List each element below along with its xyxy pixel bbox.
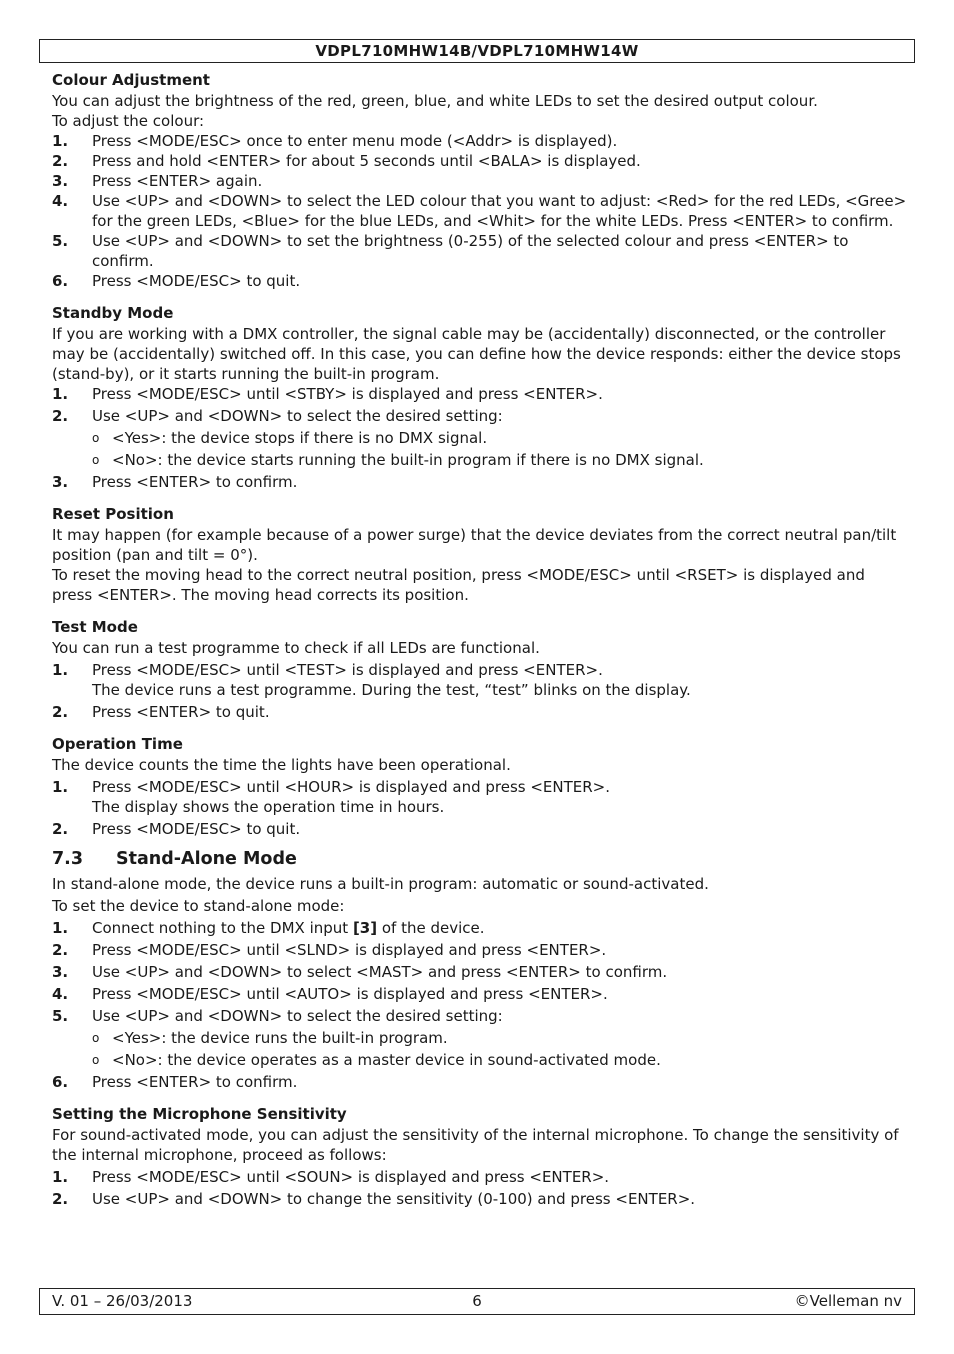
option-item <box>92 1028 908 1048</box>
section-title: Stand-Alone Mode <box>116 849 297 869</box>
operation-time-heading: Operation Time <box>52 735 183 753</box>
step-number: 1. <box>52 919 69 937</box>
step-number: 2. <box>52 703 69 721</box>
step-subtext: The device runs a test programme. During the test, “test” blinks on the display. <box>92 681 691 699</box>
bullet-icon: o <box>92 453 100 467</box>
step-text: Press <ENTER> to quit. <box>92 703 270 721</box>
step-subtext: The display shows the operation time in hours. <box>92 798 445 816</box>
standalone-step <box>52 918 908 938</box>
standalone-step <box>52 1006 908 1070</box>
step-text: Use <UP> and <DOWN> to set the brightness (0-255) of the selected colour and press <ENTER> to confirm. <box>92 232 849 270</box>
step-number: 1. <box>52 385 69 403</box>
step-text: Connect nothing to the DMX input [3] of the device. <box>92 919 485 937</box>
step-number: 2. <box>52 152 69 170</box>
step-text: Use <UP> and <DOWN> to select the desired setting: <box>92 1007 503 1025</box>
operation-time-section <box>52 733 908 839</box>
version-date: V. 01 – 26/03/2013 <box>52 1292 193 1310</box>
option-text: <Yes>: the device runs the built-in program. <box>112 1029 448 1047</box>
optime-step <box>52 777 908 817</box>
option-text: <No>: the device starts running the built-in program if there is no DMX signal. <box>112 451 704 469</box>
test-mode-section <box>52 616 908 722</box>
reset-position-section <box>52 503 908 605</box>
step-text: Press <MODE/ESC> until <SLND> is displayed and press <ENTER>. <box>92 941 607 959</box>
standby-mode-heading: Standby Mode <box>52 304 174 322</box>
step-number: 3. <box>52 172 69 190</box>
optime-steps <box>52 777 908 839</box>
standby-options <box>92 428 908 470</box>
step-number: 1. <box>52 661 69 679</box>
colour-intro-2: To adjust the colour: <box>52 112 205 130</box>
standby-intro: If you are working with a DMX controller, the signal cable may be (accidentally) disconnected, or the controller may be (accidentally) switched off. In this case, you can define how the device responds: either the device stops (stand-by), or it starts running the built-in program. <box>52 325 901 383</box>
reset-paragraph-2: To reset the moving head to the correct neutral position, press <MODE/ESC> until <RSET> is displayed and press <ENTER>. The moving head corrects its position. <box>52 566 865 604</box>
test-step <box>52 660 908 700</box>
step-text: Press <MODE/ESC> until <AUTO> is displayed and press <ENTER>. <box>92 985 608 1003</box>
step-number: 5. <box>52 232 69 250</box>
test-step <box>52 702 908 722</box>
reset-paragraph-1: It may happen (for example because of a power surge) that the device deviates from the correct neutral pan/tilt position (pan and tilt = 0°). <box>52 526 897 564</box>
step-number: 4. <box>52 985 69 1003</box>
microphone-sensitivity-heading: Setting the Microphone Sensitivity <box>52 1105 347 1123</box>
microphone-sensitivity-section <box>52 1103 908 1209</box>
step-number: 2. <box>52 1190 69 1208</box>
bullet-icon: o <box>92 1031 100 1045</box>
step-text: Use <UP> and <DOWN> to select the LED colour that you want to adjust: <Red> for the red LEDs, <Gree> for the green LEDs, <Blue> for the blue LEDs, and <Whit> for the white LEDs. Press <ENTER> to confirm. <box>92 192 907 230</box>
stand-alone-section <box>52 847 908 1092</box>
step-text: Press <MODE/ESC> until <HOUR> is displayed and press <ENTER>. <box>92 778 611 796</box>
step-number: 2. <box>52 407 69 425</box>
step-number: 4. <box>52 192 69 210</box>
colour-step <box>52 151 908 171</box>
step-number: 1. <box>52 1168 69 1186</box>
test-steps <box>52 660 908 722</box>
colour-step <box>52 231 908 271</box>
step-text: Press <ENTER> again. <box>92 172 263 190</box>
page-number: 6 <box>472 1292 482 1310</box>
standby-steps <box>52 384 908 492</box>
step-number: 1. <box>52 132 69 150</box>
reference-number: [3] <box>352 919 378 937</box>
section-number: 7.3 <box>52 849 84 869</box>
copyright: ©Velleman nv <box>794 1292 902 1310</box>
option-item <box>92 428 908 448</box>
standalone-intro: In stand-alone mode, the device runs a built-in program: automatic or sound-activated. <box>52 875 709 893</box>
standalone-step <box>52 940 908 960</box>
mic-step <box>52 1189 908 1209</box>
step-text: Press <MODE/ESC> to quit. <box>92 272 301 290</box>
step-text: Use <UP> and <DOWN> to change the sensitivity (0-100) and press <ENTER>. <box>92 1190 696 1208</box>
colour-adjustment-heading: Colour Adjustment <box>52 71 210 89</box>
standby-step <box>52 472 908 492</box>
step-number: 6. <box>52 272 69 290</box>
optime-intro: The device counts the time the lights have been operational. <box>52 756 511 774</box>
bullet-icon: o <box>92 1053 100 1067</box>
step-text: Press <MODE/ESC> until <SOUN> is displayed and press <ENTER>. <box>92 1168 610 1186</box>
page-content <box>52 69 908 1209</box>
optime-step <box>52 819 908 839</box>
colour-intro: You can adjust the brightness of the red, green, blue, and white LEDs to set the desired output colour. <box>52 92 818 110</box>
step-number: 3. <box>52 963 69 981</box>
step-number: 2. <box>52 820 69 838</box>
step-number: 1. <box>52 778 69 796</box>
colour-step <box>52 171 908 191</box>
standby-mode-section <box>52 302 908 492</box>
step-text: Use <UP> and <DOWN> to select <MAST> and press <ENTER> to confirm. <box>92 963 668 981</box>
option-item <box>92 450 908 470</box>
option-text: <No>: the device operates as a master device in sound-activated mode. <box>112 1051 661 1069</box>
step-text: Press <MODE/ESC> until <TEST> is displayed and press <ENTER>. <box>92 661 603 679</box>
step-number: 5. <box>52 1007 69 1025</box>
standby-step <box>52 406 908 470</box>
colour-adjustment-section <box>52 69 908 291</box>
colour-step <box>52 131 908 151</box>
step-text: Press <ENTER> to confirm. <box>92 473 298 491</box>
mic-steps <box>52 1167 908 1209</box>
step-text: Press <ENTER> to confirm. <box>92 1073 298 1091</box>
model-title: VDPL710MHW14B/VDPL710MHW14W <box>315 42 639 60</box>
step-text: Press <MODE/ESC> once to enter menu mode (<Addr> is displayed). <box>92 132 618 150</box>
standby-step <box>52 384 908 404</box>
colour-step <box>52 271 908 291</box>
mic-step <box>52 1167 908 1187</box>
step-text: Press <MODE/ESC> until <STBY> is displayed and press <ENTER>. <box>92 385 603 403</box>
standalone-steps <box>52 918 908 1092</box>
page-header <box>39 39 915 63</box>
page-footer <box>39 1288 915 1315</box>
colour-step <box>52 191 908 231</box>
test-mode-heading: Test Mode <box>52 618 138 636</box>
standalone-options <box>92 1028 908 1070</box>
standalone-step <box>52 962 908 982</box>
test-intro: You can run a test programme to check if all LEDs are functional. <box>52 639 540 657</box>
step-text: Press and hold <ENTER> for about 5 seconds until <BALA> is displayed. <box>92 152 641 170</box>
option-item <box>92 1050 908 1070</box>
step-number: 6. <box>52 1073 69 1091</box>
reset-position-heading: Reset Position <box>52 505 174 523</box>
bullet-icon: o <box>92 431 100 445</box>
step-text: Press <MODE/ESC> to quit. <box>92 820 301 838</box>
step-text: Use <UP> and <DOWN> to select the desired setting: <box>92 407 503 425</box>
stand-alone-heading <box>52 847 908 872</box>
standalone-step <box>52 984 908 1004</box>
standalone-step <box>52 1072 908 1092</box>
step-number: 2. <box>52 941 69 959</box>
step-number: 3. <box>52 473 69 491</box>
colour-steps <box>52 131 908 291</box>
option-text: <Yes>: the device stops if there is no DMX signal. <box>112 429 488 447</box>
mic-intro: For sound-activated mode, you can adjust the sensitivity of the internal microphone. To change the sensitivity of the internal microphone, proceed as follows: <box>52 1126 899 1164</box>
standalone-intro-2: To set the device to stand-alone mode: <box>52 897 345 915</box>
